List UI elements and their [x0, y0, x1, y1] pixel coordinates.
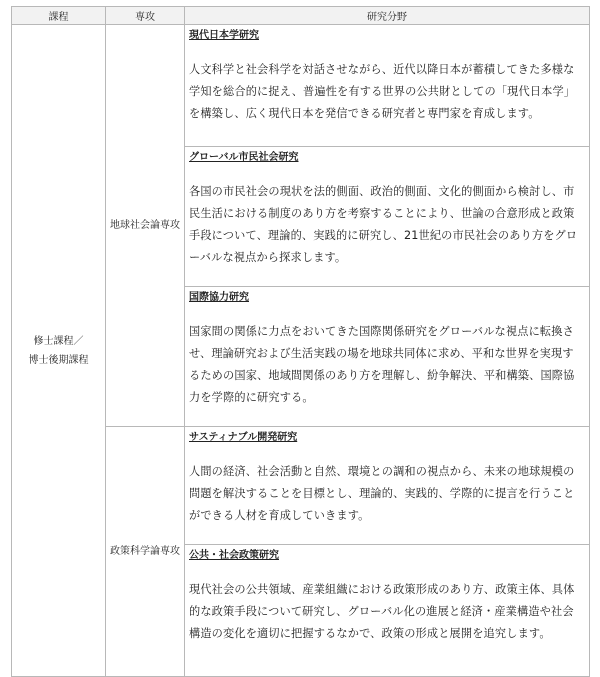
field-block — [185, 25, 589, 146]
major-earth-society: 地球社会論専攻 — [106, 25, 185, 427]
field-title: 国際協力研究 — [189, 292, 249, 303]
header-course: 課程 — [12, 7, 106, 25]
header-field: 研究分野 — [185, 7, 590, 25]
field-description: 人間の経済、社会活動と自然、環境との調和の視点から、未来の地球規模の問題を解決することを目標とし、理論的、実践的、学際的に提言を行うことができる人材を育成していきます。 — [189, 465, 575, 522]
field-description: 現代社会の公共領域、産業組織における政策形成のあり方、政策主体、具体的な政策手段について研究し、グローバル化の進展と経済・産業構造や社会構造の変化を適切に把握するなかで、政策の形成と展開を追究します。 — [189, 583, 575, 640]
curriculum-table — [11, 6, 590, 677]
course-cell — [12, 25, 106, 677]
field-title: グローバル市民社会研究 — [189, 152, 299, 163]
course-label-line1: 修士課程／ — [33, 335, 84, 347]
course-label-line2: 博士後期課程 — [28, 354, 89, 366]
field-title: 現代日本学研究 — [189, 30, 259, 41]
field-description: 国家間の関係に力点をおいてきた国際関係研究をグローバルな視点に転換させ、理論研究および生活実践の場を地球共同体に求め、平和な世界を実現するための国家、地域間関係のあり方を理解し、紛争解決、平和構築、国際協力を学際的に研究する。 — [189, 325, 575, 404]
header-major: 専攻 — [106, 7, 185, 25]
major-policy-science: 政策科学論専攻 — [106, 427, 185, 677]
field-block — [185, 146, 589, 286]
field-cell-earth-society — [185, 25, 590, 427]
field-cell-policy-science — [185, 427, 590, 677]
field-block — [185, 286, 589, 426]
field-block — [185, 544, 589, 676]
field-title: 公共・社会政策研究 — [189, 550, 279, 561]
field-description: 人文科学と社会科学を対話させながら、近代以降日本が蓄積してきた多様な学知を総合的に捉え、普遍性を有する世界の公共財としての「現代日本学」を構築し、広く現代日本を発信できる研究者と専門家を育成します。 — [189, 63, 576, 120]
field-title: サスティナブル開発研究 — [189, 432, 298, 443]
header-row — [12, 7, 590, 25]
table-row — [12, 25, 590, 427]
field-block — [185, 427, 589, 544]
field-description: 各国の市民社会の現状を法的側面、政治的側面、文化的側面から検討し、市民生活における制度のあり方を考察することにより、世論の合意形成と政策手段について、理論的、実践的に研究し、21世紀の市民社会のあり方をグローバルな視点から探求します。 — [189, 185, 578, 264]
